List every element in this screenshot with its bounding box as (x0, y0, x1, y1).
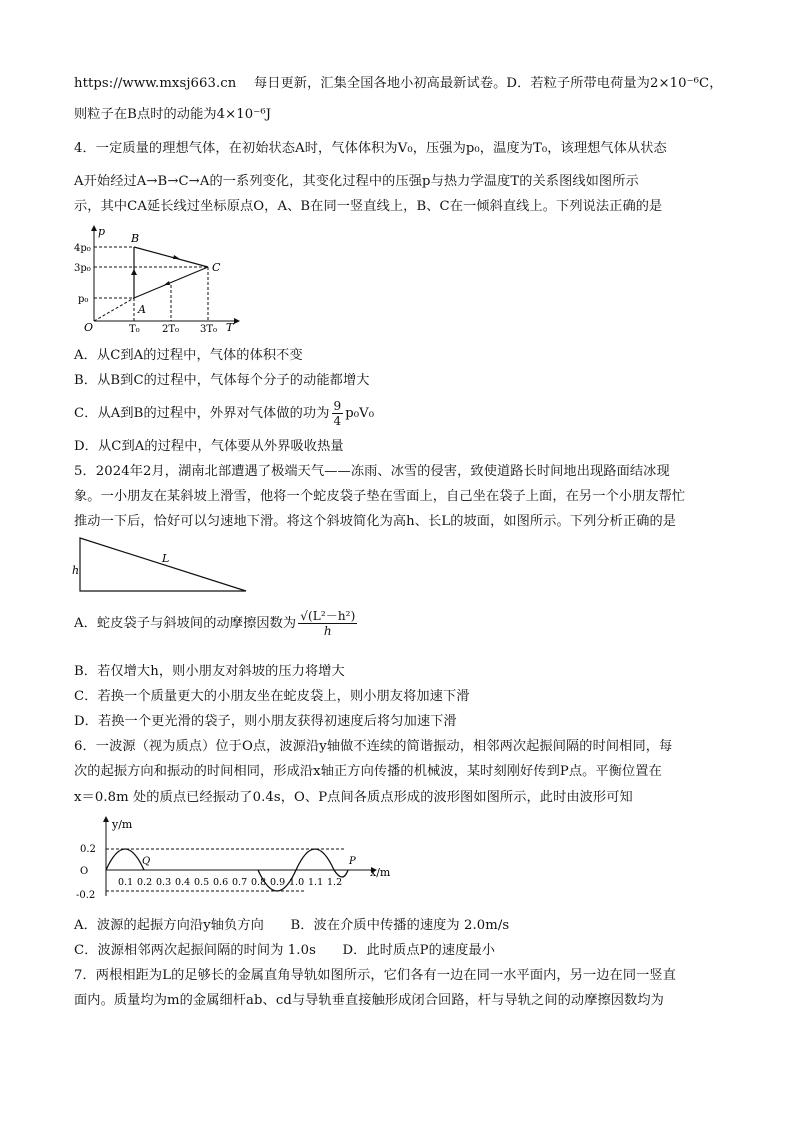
point-label: C (212, 261, 221, 274)
fraction (298, 609, 357, 638)
question-7-stem: 7．两根相距为L的足够长的金属直角导轨如图所示，它们各有一边在同一水平面内，另一边在同一竖直 (74, 968, 676, 983)
x-tick-label: 0.3 (156, 877, 172, 888)
option-text: B．若仅增大h，则小朋友对斜坡的压力将增大 (74, 664, 345, 679)
x-tick-label: 0.9 (270, 877, 286, 888)
option-text: C．波源相邻两次起振间隔的时间为 1.0s D．此时质点P的速度最小 (74, 943, 496, 958)
fraction (332, 399, 344, 428)
option-text: p₀V₀ (345, 406, 375, 421)
question-6-stem: 6．一波源（视为质点）位于O点，波源沿y轴做不连续的简谐振动，相邻两次起振间隔的时间相同，每 (74, 739, 673, 754)
question-6-stem: x＝0.8m 处的质点已经振动了0.4s，O、P点间各质点形成的波形图如图所示，此时由波形可知 (74, 790, 633, 805)
height-label: h (72, 564, 80, 577)
axis-label: x/m (370, 866, 391, 879)
x-tick-labels (118, 877, 342, 888)
x-tick-label: 1.1 (308, 877, 324, 888)
option-c-with-fraction (74, 398, 374, 430)
length-label: L (162, 552, 170, 565)
question-6-stem: 次的起振方向和振动的时间相同，形成沿x轴正方向传播的机械波，某时刻刚好传到P点。平衡位置在 (74, 764, 662, 779)
question-5-slope-diagram (70, 536, 250, 594)
tick-label: -0.2 (76, 890, 96, 898)
option-text: A．波源的起振方向沿y轴负方向 B．波在介质中传播的速度为 2.0m/s (74, 918, 510, 933)
origin-label: O (84, 321, 94, 334)
tick-label: 4p₀ (74, 243, 91, 254)
option-text: A．蛇皮袋子与斜坡间的动摩擦因数为 (74, 616, 297, 631)
option-a-with-fraction (74, 606, 359, 642)
question-4-pt-graph (74, 225, 244, 335)
option-text: D．从C到A的过程中，气体要从外界吸收热量 (74, 439, 344, 454)
x-tick-label: 0.5 (194, 877, 210, 888)
option-text: C．从A到B的过程中，外界对气体做的功为 (74, 406, 330, 421)
option-text: D．若换一个更光滑的袋子，则小朋友获得初速度后将匀加速下滑 (74, 714, 457, 729)
question-5-stem: 象。一小朋友在某斜坡上滑雪，他将一个蛇皮袋子垫在雪面上，自己坐在袋子上面，在另一个小朋友帮忙 (74, 489, 686, 504)
x-tick-label: 0.2 (137, 877, 153, 888)
x-tick-label: 0.6 (213, 877, 229, 888)
question-6-waveform (76, 814, 396, 898)
axis-label: p (98, 225, 106, 238)
x-tick-label: 1.2 (327, 877, 343, 888)
origin-label: O (80, 866, 89, 877)
question-7-stem: 面内。质量均为m的金属细杆ab、cd与导轨垂直接触形成闭合回路，杆与导轨之间的动摩擦因数均为 (74, 993, 664, 1008)
question-5-stem: 推动一下后，恰好可以匀速地下滑。将这个斜坡简化为高h、长L的坡面，如图所示。下列分析正确的是 (74, 514, 677, 529)
point-label: P (349, 856, 356, 867)
axis-label: T (226, 321, 234, 334)
option-text: B．从B到C的过程中，气体每个分子的动能都增大 (74, 373, 370, 388)
tick-label: T₀ (129, 324, 140, 335)
x-tick-label: 0.8 (251, 877, 267, 888)
x-tick-label: 0.1 (118, 877, 134, 888)
fraction-denominator: 4 (333, 414, 342, 428)
question-5-stem: 5．2024年2月，湖南北部遭遇了极端天气——冻雨、冰雪的侵害，致使道路长时间地出现路面结冰现 (74, 464, 670, 479)
point-label: Q (142, 856, 151, 867)
option-text: C．若换一个质量更大的小朋友坐在蛇皮袋上，则小朋友将加速下滑 (74, 689, 470, 704)
tick-label: p₀ (78, 294, 89, 305)
text-line: 则粒子在B点时的动能为4×10⁻⁶J (74, 107, 272, 122)
fraction-denominator: h (323, 624, 332, 638)
text-line: https://www.mxsj663.cn 每日更新，汇集全国各地小初高最新试卷。D．若粒子所带电荷量为2×10⁻⁶C， (74, 76, 723, 91)
point-label: A (138, 303, 146, 316)
tick-label: 3p₀ (74, 263, 91, 274)
tick-label: 2T₀ (162, 324, 180, 335)
tick-label: 0.2 (80, 844, 96, 855)
question-4-stem: 示，其中CA延长线过坐标原点O，A、B在同一竖直线上，B、C在一倾斜直线上。下列说法正确的是 (74, 199, 663, 214)
question-4-stem: A开始经过A→B→C→A的一系列变化，其变化过程中的压强p与热力学温度T的关系图线如图所示 (74, 174, 639, 189)
point-label: B (131, 232, 140, 245)
option-text: A．从C到A的过程中，气体的体积不变 (74, 348, 303, 363)
x-tick-label: 0.4 (175, 877, 191, 888)
x-tick-label: 0.7 (232, 877, 248, 888)
fraction-numerator: 9 (333, 399, 342, 413)
x-tick-label: 1.0 (289, 877, 305, 888)
fraction-numerator: √(L²－h²) (300, 609, 356, 623)
tick-label: 3T₀ (200, 324, 218, 335)
question-4-stem: 4．一定质量的理想气体，在初始状态A时，气体体积为V₀，压强为p₀，温度为T₀，该理想气体从状态 (74, 141, 667, 156)
axis-label: y/m (112, 818, 133, 831)
